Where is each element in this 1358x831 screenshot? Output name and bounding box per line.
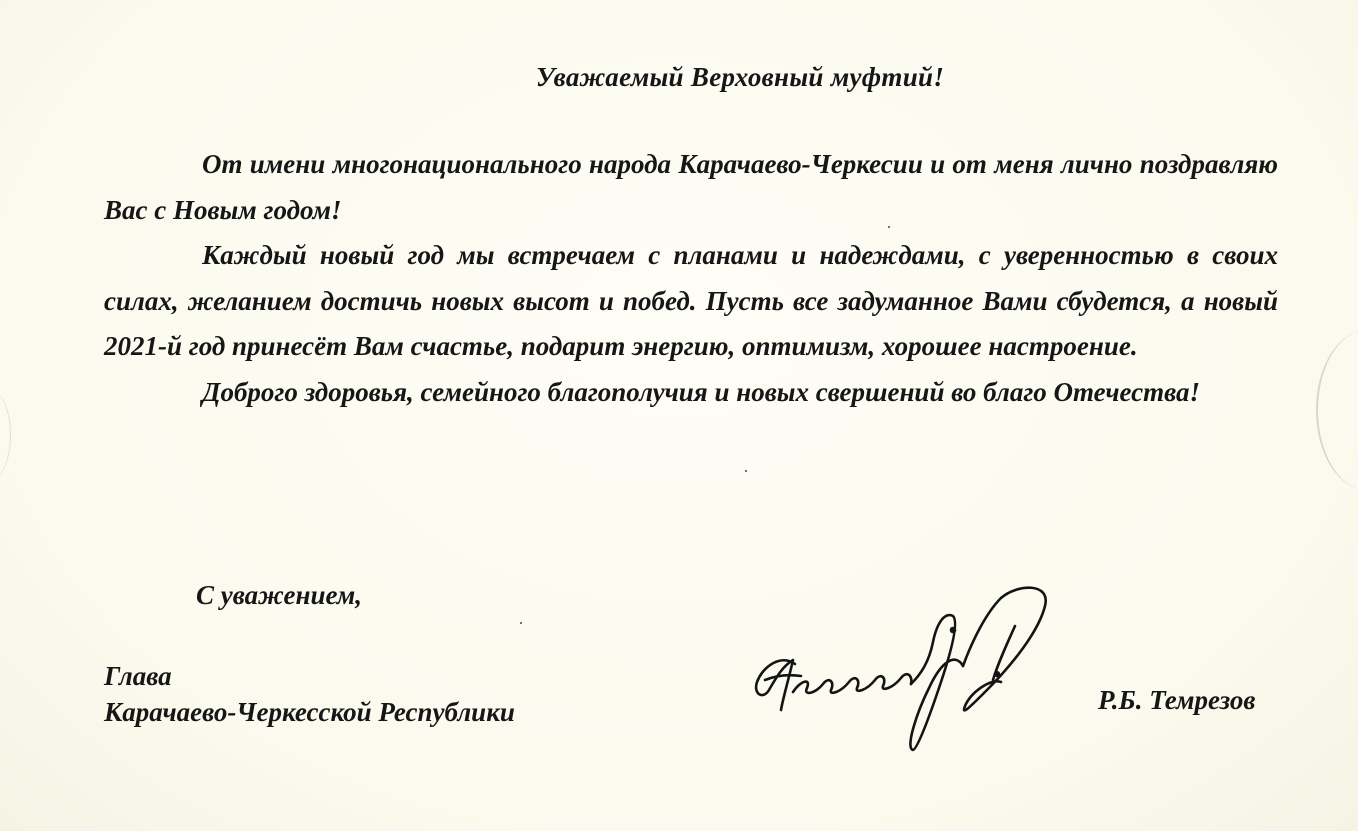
signature-icon (745, 582, 1060, 762)
paragraph-closing-wish: Доброго здоровья, семейного благополучия и новых свершений во благо Отечества! (202, 376, 1200, 407)
paper-speck (745, 470, 747, 472)
signer-name: Р.Б. Темрезов (1098, 685, 1256, 715)
signer-position (104, 658, 515, 730)
closing-phrase: С уважением, (196, 580, 363, 610)
letter-body (104, 142, 1278, 415)
paragraph-wishes: Каждый новый год мы встречаем с планами и надеждами, с уверенностью в своих силах, желанием достичь новых высот и побед. Пусть все задуманное Вами сбудется, а новый 2021-й год принесёт Вам счастье, подарит энергию, оптимизм, хорошее настроение. (104, 240, 1278, 361)
position-organization: Карачаево-Черкесской Республики (104, 697, 515, 727)
paper-speck (520, 622, 522, 624)
paper-speck (888, 226, 890, 228)
letter-greeting: Уважаемый Верховный муфтий! (535, 62, 945, 92)
paragraph-congratulation: От имени многонационального народа Карачаево-Черкесии и от меня лично поздравляю Вас с Новым годом! (104, 149, 1278, 225)
position-title: Глава (104, 661, 172, 691)
